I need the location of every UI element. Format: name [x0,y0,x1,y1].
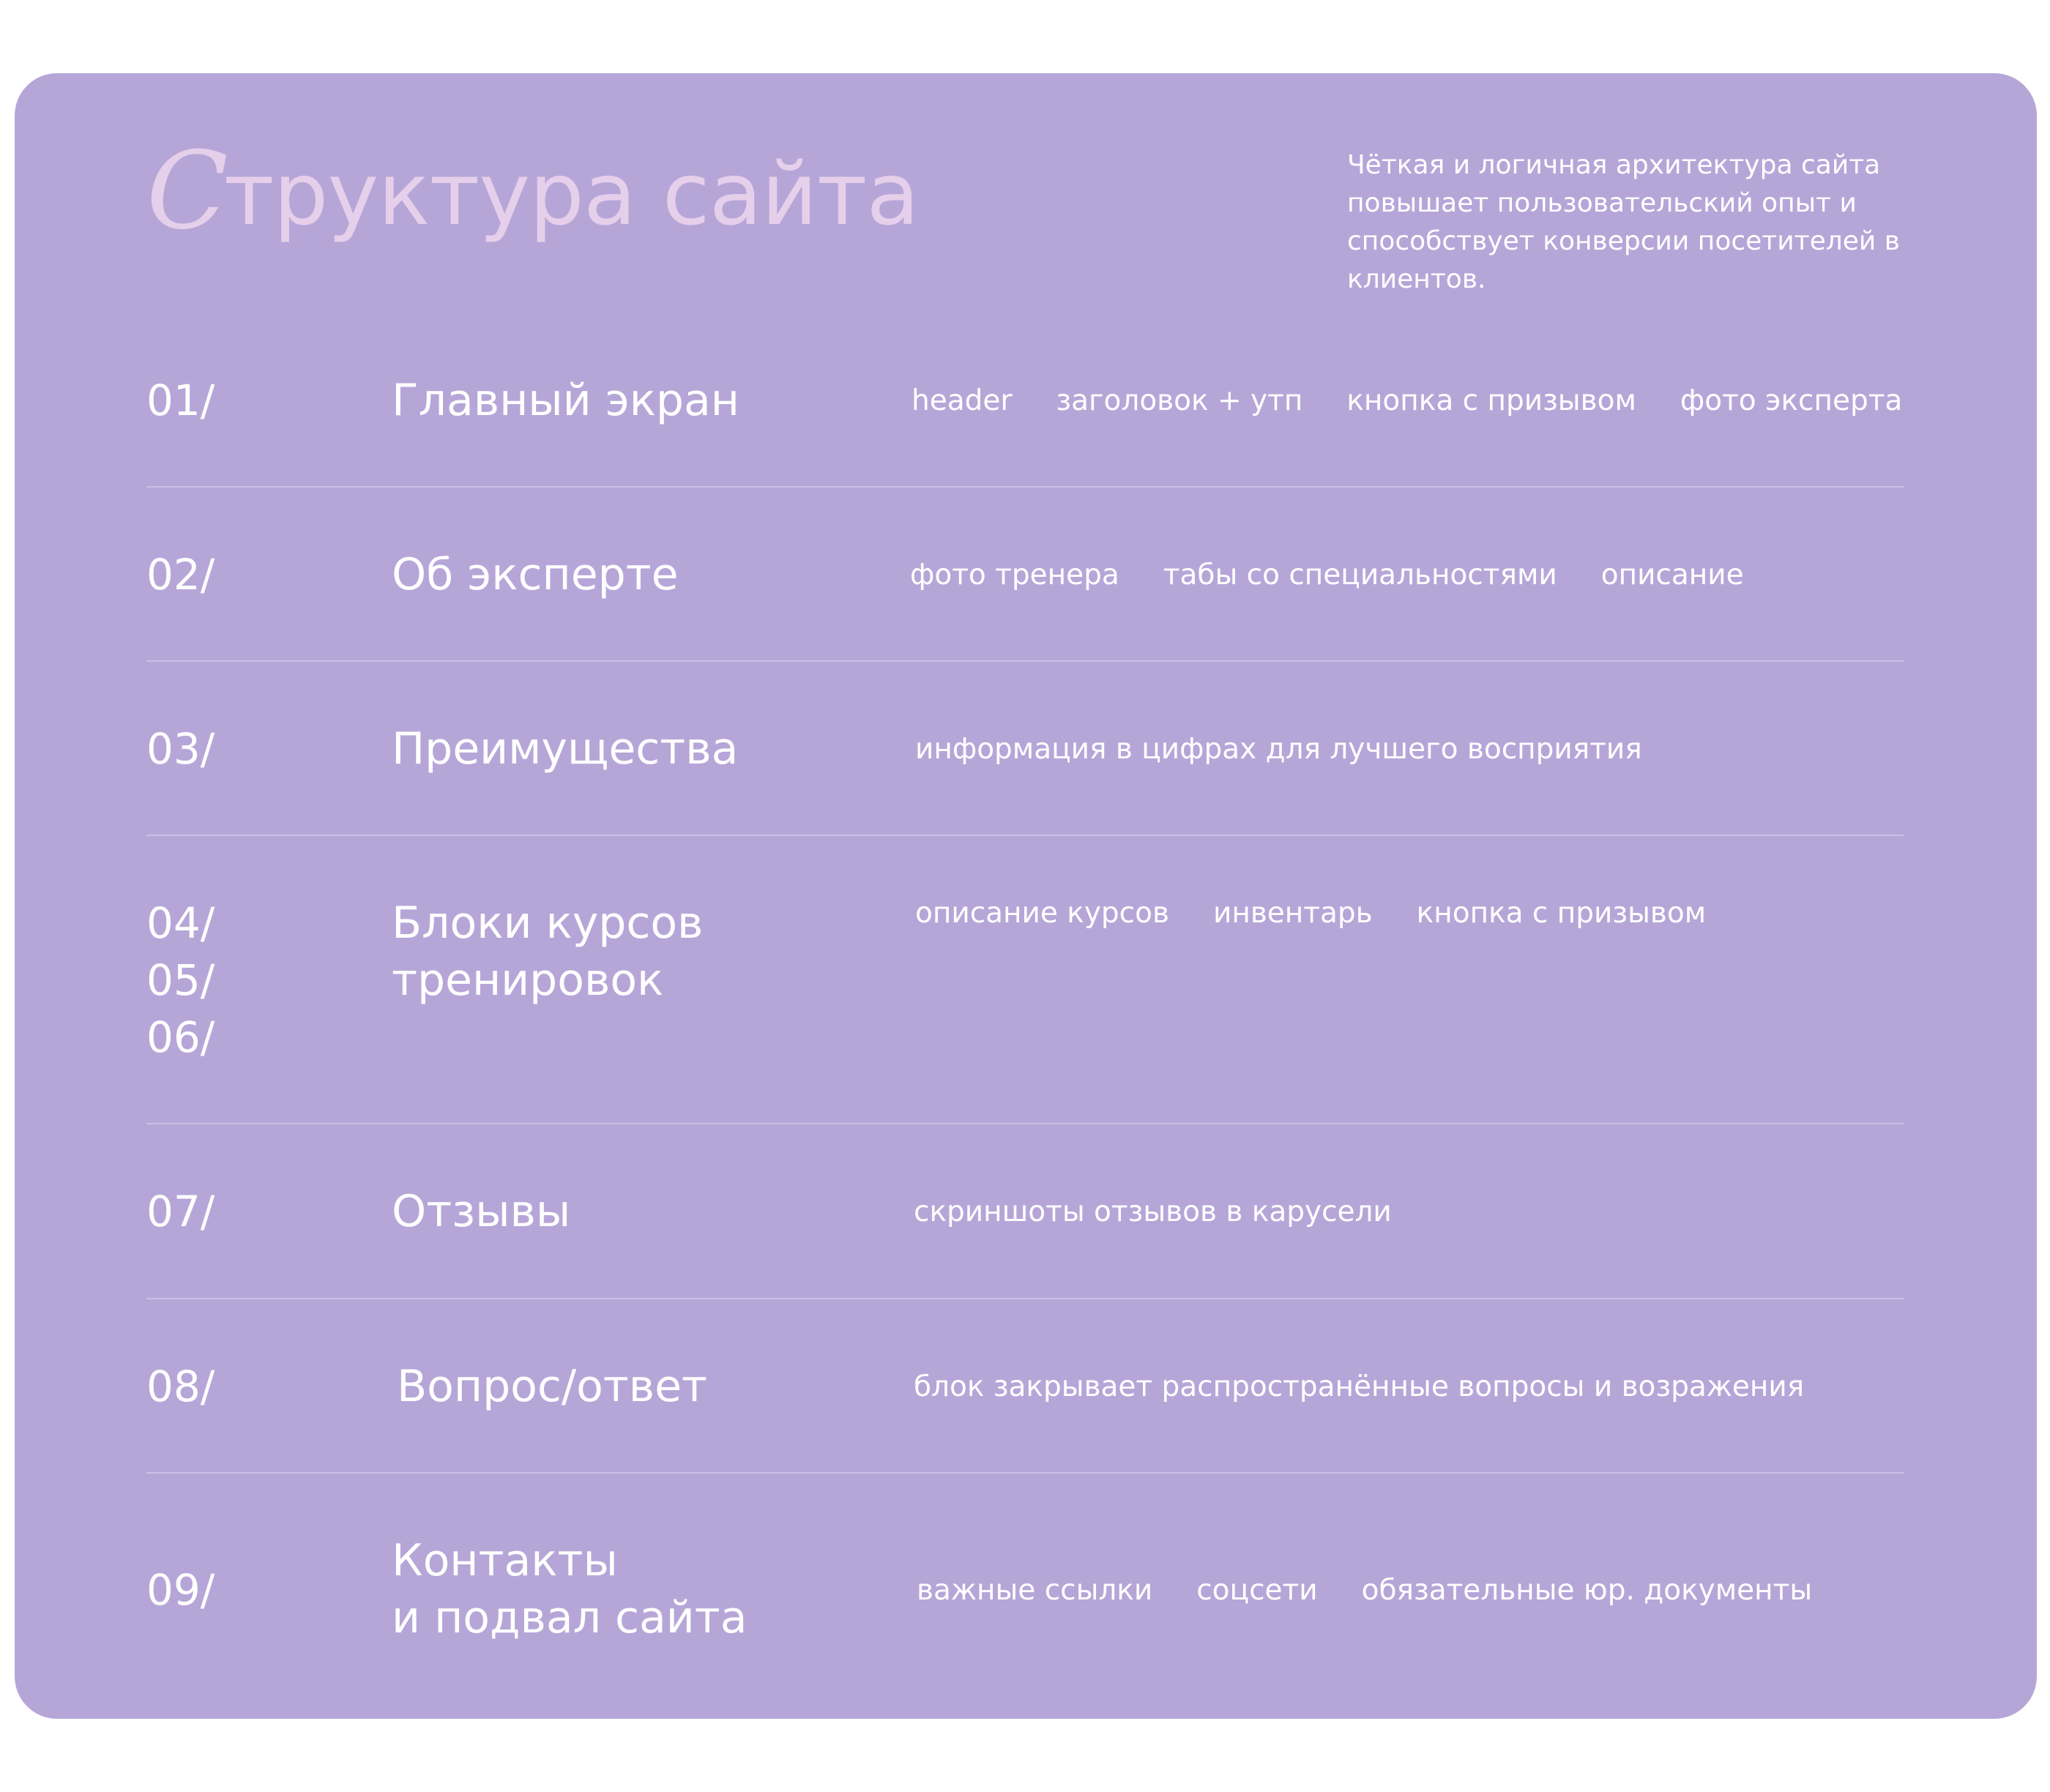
tag: обязательные юр. документы [1361,1574,1813,1607]
divider [146,660,1904,662]
divider [146,1298,1904,1299]
tag: табы со специальностями [1163,559,1557,591]
divider [146,1123,1904,1124]
tag: кнопка с призывом [1346,384,1636,417]
tag: важные ссылки [917,1574,1153,1607]
section-tags [917,1572,1812,1610]
divider [146,835,1904,836]
tag: описание [1600,559,1744,591]
section-tags [915,895,1706,933]
tag: соцсети [1196,1574,1318,1607]
section-number: 09/ [146,1565,215,1615]
section-title: Преимущества [392,723,739,774]
tag: фото эксперта [1680,384,1903,417]
section-title: Отзывы [392,1186,571,1237]
section-title: Вопрос/ответ [397,1361,707,1412]
tag: описание курсов [915,897,1169,930]
section-number: 01/ [146,376,215,425]
tag: header [912,384,1013,417]
divider [146,1472,1904,1474]
section-tags [914,1368,1804,1406]
section-number: 02/ [146,550,215,600]
section-title: Контакты и подвал сайта [392,1535,748,1643]
tag: заголовок + утп [1056,384,1303,417]
section-tags [914,1193,1392,1231]
tag: блок закрывает распространённые вопросы и возражения [914,1370,1805,1403]
intro-text: Чёткая и логичная архитектура сайта повышает пользовательский опыт и способствует конверсии посетителей в клиентов. [1347,150,1900,294]
title-text: труктура сайта [223,143,919,244]
section-title: Об эксперте [392,549,679,600]
tag: инвентарь [1212,897,1373,930]
tag: кнопка с призывом [1416,897,1707,930]
divider [146,486,1904,488]
section-number: 07/ [146,1187,215,1236]
title-initial-letter: С [146,129,228,253]
tag: фото тренера [910,559,1119,591]
tag: скриншоты отзывов в карусели [914,1195,1392,1228]
section-title: Главный экран [392,375,739,426]
section-number: 03/ [146,724,215,774]
page-title [146,129,919,256]
section-tags [915,731,1642,769]
tag: информация в цифрах для лучшего восприятия [915,733,1642,766]
section-tags [910,556,1744,594]
section-number: 04/ 05/ 06/ [146,898,215,1062]
section-title: Блоки курсов тренировок [392,897,704,1006]
section-tags [912,382,1902,420]
section-number: 08/ [146,1362,215,1411]
